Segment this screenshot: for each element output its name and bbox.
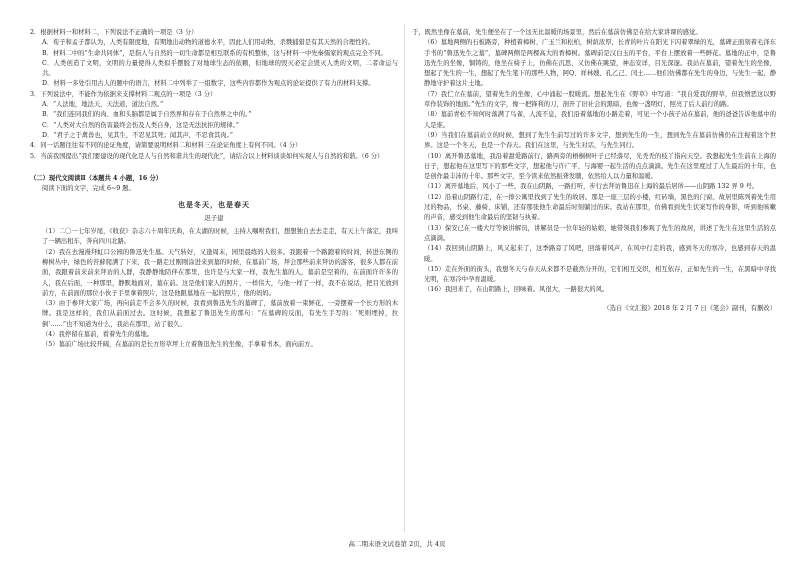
paragraph-12: （12）沿着山阴路行走，在一排公寓里找到了先生的故居。那是一座三层的小楼，红砖墙，黑色的门窗。故居里陈列着先生用过的物品，书桌、藤椅、床铺，还有那张他生命最后时刻躺过的床。我站在那里，仿佛看到先生伏案写作的身影，听到他咳嗽的声音，感受到他生命最后的坚韧与执着。 [424, 193, 776, 222]
section-instruction: 阅读下面的文字，完成 6~9 题。 [42, 185, 135, 193]
right-column [412, 28, 776, 314]
question-3: 3．下列说法中，不能作为依据来支撑材料二观点的一项是（3 分） [30, 90, 217, 98]
paragraph-7: （7）我伫立在墓前，望着先生的坐像，心中涌起一股暖流。想起先生在《野草》中写道：“我自爱我的野草，但我憎恶这以野草作装饰的地面。”先生的文字，像一把锋利的刀，剖开了旧社会的黑暗，也像一盏明灯，照亮了后人前行的路。 [424, 90, 776, 109]
question-2: 2．根据材料一和材料二，下列说法不正确的一项是（3 分） [30, 29, 198, 36]
article-title: 也是冬天，也是春天 [178, 200, 250, 210]
paragraph-6: （6）墓地两侧的石板路旁，种植着樟树、广玉兰和松柏，树荫浓厚，长青的叶片在阳光下闪着翠绿的光，墓碑正面刻着毛泽东手书的“鲁迅先生之墓”，墓碑两侧是两棵高大的香樟树。墓碑前是汉白玉的平台，平台上摆放着一些鲜花。墓地的正中，是鲁迅先生的坐像，铜铸的，他坐在椅子上，仿佛在沉思，又仿佛在眺望，神态安详，目光深邃。我站在墓前，望着先生的坐像，想起了先生的一生，想起了先生笔下的那些人物，阿Q、祥林嫂、孔乙己、闰土……他们仿佛都在先生的身边，与先生一起，静静地守护着这片土地。 [424, 39, 776, 88]
option-3b: B．“我们连同我们的肉、血和头脑都是属于自然界和存在于自然界之中的。” [42, 111, 252, 119]
paragraph-13: （13）保安已在一楼大厅等候讲解员，讲解员是一位年轻的姑娘，她带领我们参观了先生的故居，讲述了先生在这里生活的点点滴滴。 [424, 224, 776, 242]
option-3c: C．“人类对大自然的伤害最终会伤及人类自身，这是无法抗拒的规律。” [42, 121, 240, 129]
option-3d: D．“君子之于禽兽也，见其生，不忍见其死；闻其声，不忍食其肉。” [42, 131, 233, 139]
section-heading: （二）现代文阅读Ⅱ（本题共 4 小题，16 分） [30, 174, 163, 182]
paragraph-5-cont: 于，既然坐像在墓前，先生便坐在了一个这无比温暖的场景里，然后在墓前仿佛是在给大家讲课的感觉。 [412, 29, 702, 36]
article-source: （选自《文汇报》2018 年 2 月 7 日《笔会》副刊，有删改） [603, 304, 776, 312]
paragraph-1: （1）二〇一七年岁尾，《收获》杂志六十周年庆典，在太湖的时候，主持人嘱咐我们，想想独自去去走走，有天上午落定，我叫了一辆出租车，奔向四川北路。 [42, 228, 398, 246]
question-5: 5．当前我国提出“我们要建设的现代化是人与自然和谐共生的现代化”，请结合以上材料谈谈如何实现人与自然的和谐。（6 分） [30, 152, 384, 160]
page-footer: 高二期末语文试卷第 2页，共 4页 [348, 540, 446, 548]
option-2a: A．荀子和孟子都认为，人类有限度地，有期地出动物的道德水平，因此人们用动物、杀戮捕猎是有其天然的合理性的。 [42, 39, 374, 47]
question-4: 4．同一话题往往有不同的论证角度，请简要说明材料二和材料三在论证角度上有何不同。（4 分） [30, 142, 302, 150]
left-column [30, 28, 398, 351]
paragraph-4: （4）我停留在墓前，看着先生的墓地。 [42, 331, 154, 339]
option-2c: C．人类创造了文明，文明的力量使得人类似乎摆脱了对地球生态的依赖，但地球的毁灭必定会毁灭人类的文明，二者命运与共。 [42, 59, 398, 78]
column-divider [404, 24, 405, 532]
paragraph-16: （16）我回来了，在山阴路上，回味着。风很大，一路很大的风。 [424, 286, 609, 294]
paragraph-8: （8）墓前青松不知何时落满了鸟雀，人流不息，我们沿着墓地的小路走着，可见一个小孩子站在墓前，他的爸爸告诉他墓中的人是谁。 [424, 111, 776, 129]
paragraph-15: （15）走在外面的街头，我想冬天与春天从来都不是截然分开的，它们相互交织，相互依存，正如先生的一生，在黑暗中寻找光明，在寒冷中孕育温暖。 [424, 265, 776, 284]
paragraph-11: （11）离开墓地后，风小了一些，我在山阴路，一路打听，步行去拜访鲁迅在上海的最后居所——山阴路 132 弄 9 号。 [424, 183, 759, 191]
paragraph-3: （3）由于参拜大家广场，再向前走不会多久的时候，我看到鲁迅先生的墓碑了，墓前放着一束鲜花，一旁摆着一个长方形的木牌。我是这样的，我们从前面过去。这时候，我想起了鲁迅先生的那句：“在墓碑的反面，有先生手写的：‘死则埋掉，拉倒’……”也不知道为什么，我站在那里，站了很久。 [42, 300, 398, 328]
option-2d: D．材料一多处引用古人的题中的语言，材料二中列举了一组数字，这些内容都作为观点的论证提供了有力的材料支撑。 [42, 80, 375, 88]
paragraph-5: （5）墓前广场比较开阔，在墓前的是长方形草坪上立着鲁迅先生的坐像，手拿着书本，面向前方。 [42, 341, 317, 349]
option-3a: A．“人法地，地法天，天法道，道法自然。” [42, 101, 164, 109]
paragraph-10: （10）离开鲁迅墓地，我沿着甜爱路前行，路两旁的梧桐树叶子已经落尽，光秃秃的枝丫指向天空。我想起先生生前在上海的日子，想起他在这里写下的那些文字，想起他与许广平、与海婴一起生活的点点滴滴。先生在这里度过了人生最后的十年，也是创作最丰沛的十年。那些文字，至今读来依然振聋发聩，依然给人以力量和温暖。 [424, 152, 776, 181]
article-author: 迟子建 [204, 214, 224, 222]
paragraph-2: （2）我在去漫漫拜虹口公园的鲁迅先生墓。天气转好，又逢周末，园里晨练的人很多。我跟着一个路跑着的时间，转进东侧的柳树丛中，绿色的苔藓爬满了下来，我一路走过刚刚涂进来到墓的时候，在墓前广场，拜会那些前来拜访的游客，很多人都在前面，我跟着前来前来拜访的人群，我静静地陪伴在那里，也许是与大家一样，我先生墓的人，墓前是空着的，在前面许许多的人，我在后面，一种那里，静默地面对，墓在前。这是他们家人的照片，一样伟大，与他一样了一样，我不在说话，把目光放到前方，在前面的那位小伙子手里拿着照片，这是他跟墓地在一起的照片，他的妈妈。 [42, 248, 398, 297]
option-2b: B．材料二中的“生命共同体”，是指人与自然的一切生命都是相互联系的有机整体，这与材料一中先秦儒家的观点完全不同。 [42, 49, 387, 57]
paragraph-14: （14）我回到山阴路上，风又起来了，这季路旁了风吧，回落着风声，在风中行走的我，感到冬天的寒冷，也感到春天的温暖。 [424, 245, 776, 263]
paragraph-9: （9）当我们在墓前站立的时候，想到了先生生前写过的许多文字，想到先生的一生，想到先生在墓前仿佛仍在注视着这个世界。这是一个冬天，也是一个春天。我们在这里，与先生对话，与先生同行。 [424, 131, 776, 150]
